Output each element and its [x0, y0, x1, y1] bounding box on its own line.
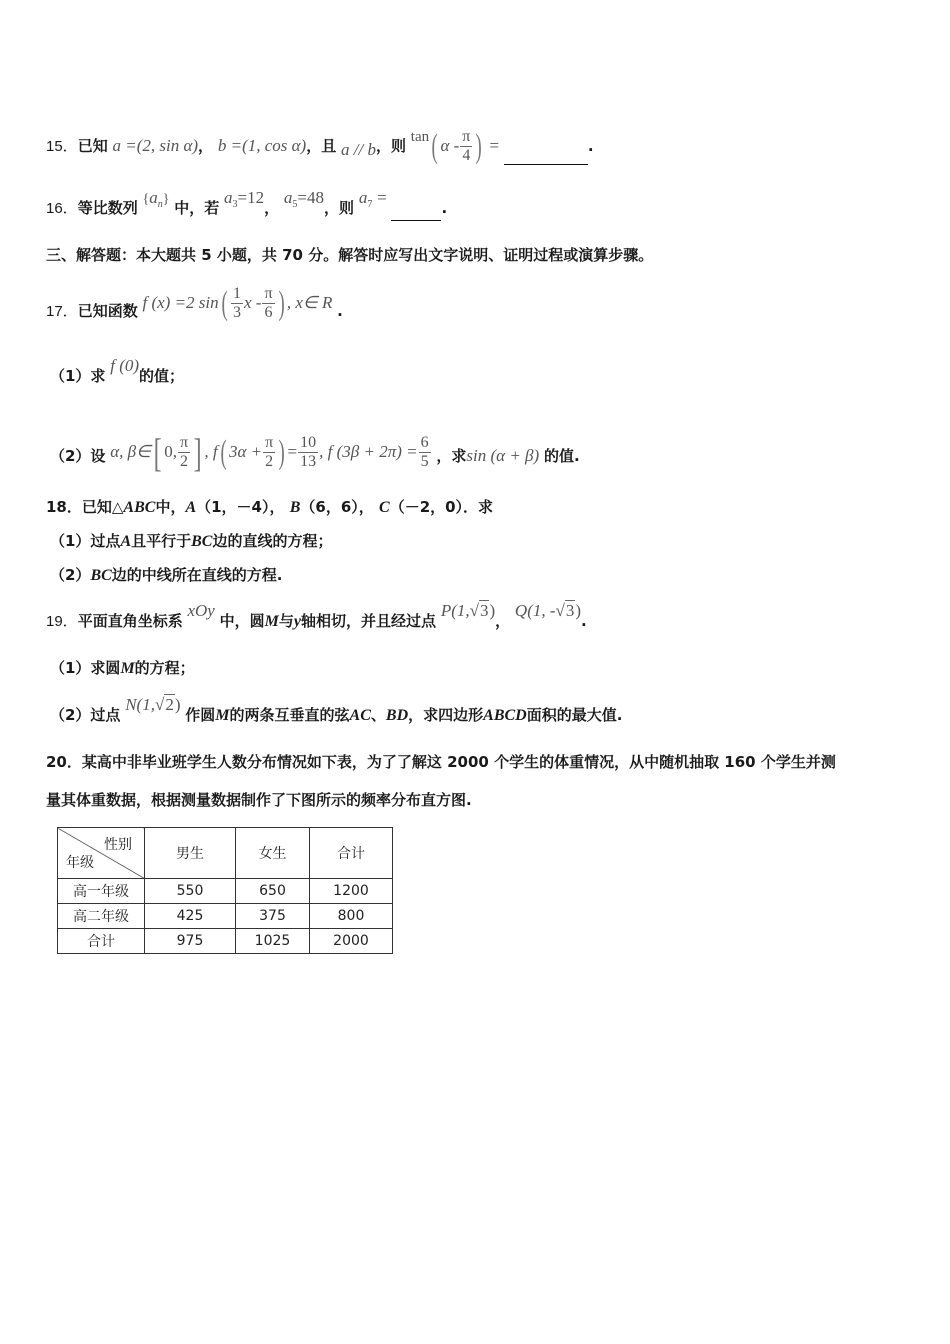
q17-part2-sin: sin (α + β) [466, 446, 540, 465]
q15-number: 15． [46, 138, 78, 155]
q15-answer-blank[interactable] [504, 148, 588, 165]
q17-part2-label: （2）设 [50, 447, 106, 465]
q17-function: f (x) =2 sin [142, 293, 219, 312]
q15-fraction: $\frac{\pi}{4}$ [462, 128, 471, 164]
q15-tan: tan [410, 129, 430, 145]
section-3-heading: 三、解答题：本大题共 5 小题，共 70 分。解答时应写出文字说明、证明过程或演算步骤。 [46, 246, 654, 264]
table-cell: 高二年级 [58, 904, 145, 929]
table-cell: 975 [145, 929, 236, 954]
question-19: 19．平面直角坐标系 xOy 中，圆M与y轴相切，并且经过点 P(1,√3)， Q(1, -√3). [46, 601, 587, 630]
table-cell: 650 [236, 879, 310, 904]
table-cell: 合计 [58, 929, 145, 954]
q19-point-n: N(1,√2) [125, 695, 181, 714]
q19-point-q: Q(1, -√3) [514, 601, 582, 620]
question-20-line-2: 量其体重数据，根据测量数据制作了下图所示的频率分布直方图. [46, 791, 472, 809]
q17-text: 已知函数 [77, 302, 138, 320]
table-cell: 425 [145, 904, 236, 929]
table-cell: 800 [310, 904, 393, 929]
q18-point-b: （6，6）， [300, 498, 374, 516]
q16-text-if: 中，若 [174, 199, 220, 217]
question-18: 18．已知△ABC中，A（1，－4）， B（6，6）， C（－2，0）．求 [46, 498, 494, 516]
q16-text-then: ，则 [324, 199, 355, 217]
q17-part1-tail: 的值； [139, 367, 185, 385]
student-distribution-table [57, 827, 393, 954]
table-corner-cell: 性别 年级 [58, 828, 145, 879]
q18-part-2: （2）BC边的中线所在直线的方程. [50, 566, 283, 584]
q19-part-1: （1）求圆M的方程； [50, 659, 195, 677]
table-cell: 1200 [310, 879, 393, 904]
q17-part-1 [50, 356, 185, 386]
q17-part1-label: （1）求 [50, 367, 106, 385]
q15-text-then: ，则 [375, 137, 406, 155]
table-cell: 2000 [310, 929, 393, 954]
q16-an: a [149, 188, 158, 207]
q18-point-c: （－2，0）．求 [389, 498, 494, 516]
q15-vector-a: a =(2, sin α) [112, 136, 199, 155]
q17-part-2: （2）设 α, β∈[ 0, $\frac{\pi}{2}$ ] , f( 3α + $\frac{\pi}{2}$ ) = $\frac{10}{13}$ , f (3β + 2π) = $\frac{6}{5}$ ，求sin (α + β) 的值. [50, 429, 580, 475]
question-20-line-1: 20．某高中非毕业班学生人数分布情况如下表，为了了解这 2000 个学生的体重情况，从中随机抽取 160 个学生并测 [46, 753, 836, 771]
q19-point-p: P(1,√3) [440, 601, 496, 620]
table-cell: 550 [145, 879, 236, 904]
q16-a3-value: =12 [237, 188, 265, 207]
q17-number: 17． [46, 303, 78, 320]
q15-parallel: a // b [341, 140, 376, 159]
q16-text-seq: 等比数列 [77, 199, 138, 217]
q18-part-1: （1）过点A且平行于BC边的直线的方程； [50, 532, 333, 550]
table-row [58, 904, 393, 929]
q17-frac-pi-6: $\frac{\pi}{6}$ [264, 285, 273, 321]
q16-answer-blank[interactable] [391, 204, 441, 221]
q17-frac-6-5: $\frac{6}{5}$ [420, 434, 429, 470]
table-header-row [58, 828, 393, 879]
q15-equals: = [489, 136, 500, 155]
table-cell: 1025 [236, 929, 310, 954]
q16-number: 16． [46, 200, 78, 217]
q19-xoy: xOy [187, 601, 215, 620]
table-row [58, 879, 393, 904]
q17-part1-expr: f (0) [110, 356, 140, 375]
q17-frac-1-3: $\frac{1}{3}$ [232, 285, 241, 321]
q17-domain: , x∈ R [286, 293, 333, 312]
table-header: 女生 [236, 828, 310, 879]
table-cell: 高一年级 [58, 879, 145, 904]
q18-triangle-name: ABC [123, 499, 156, 516]
q15-alpha: α - [440, 136, 460, 155]
q19-part-2: （2）过点 N(1,√2) 作圆M的两条互垂直的弦AC、BD，求四边形ABCD面积的最大值. [50, 695, 623, 724]
question-16: 16．等比数列 $\{a_n\}$ 中，若 $a_3=12$， $a_5=48$，则 $a_7$ = . [46, 198, 447, 221]
question-15: 15．已知 a =(2, sin α)， b =(1, cos α)，且 a // b，则 tan( α - $\frac{\pi}{4}$ ) = . [46, 127, 594, 165]
q15-text-and: ，且 [306, 137, 337, 155]
table-row [58, 929, 393, 954]
q18-point-a: （1，－4）， [196, 498, 285, 516]
table-header: 男生 [145, 828, 236, 879]
q17-frac-10-13: $\frac{10}{13}$ [300, 434, 317, 470]
table-cell: 375 [236, 904, 310, 929]
table-header: 合计 [310, 828, 393, 879]
q15-text-known: 已知 [77, 137, 108, 155]
q16-a5-value: =48 [297, 188, 325, 207]
question-17: 17．已知函数 f (x) =2 sin( $\frac{1}{3}$ x - $\frac{\pi}{6}$ ) , x∈ R . [46, 284, 343, 322]
q15-vector-b: b =(1, cos α) [217, 136, 307, 155]
